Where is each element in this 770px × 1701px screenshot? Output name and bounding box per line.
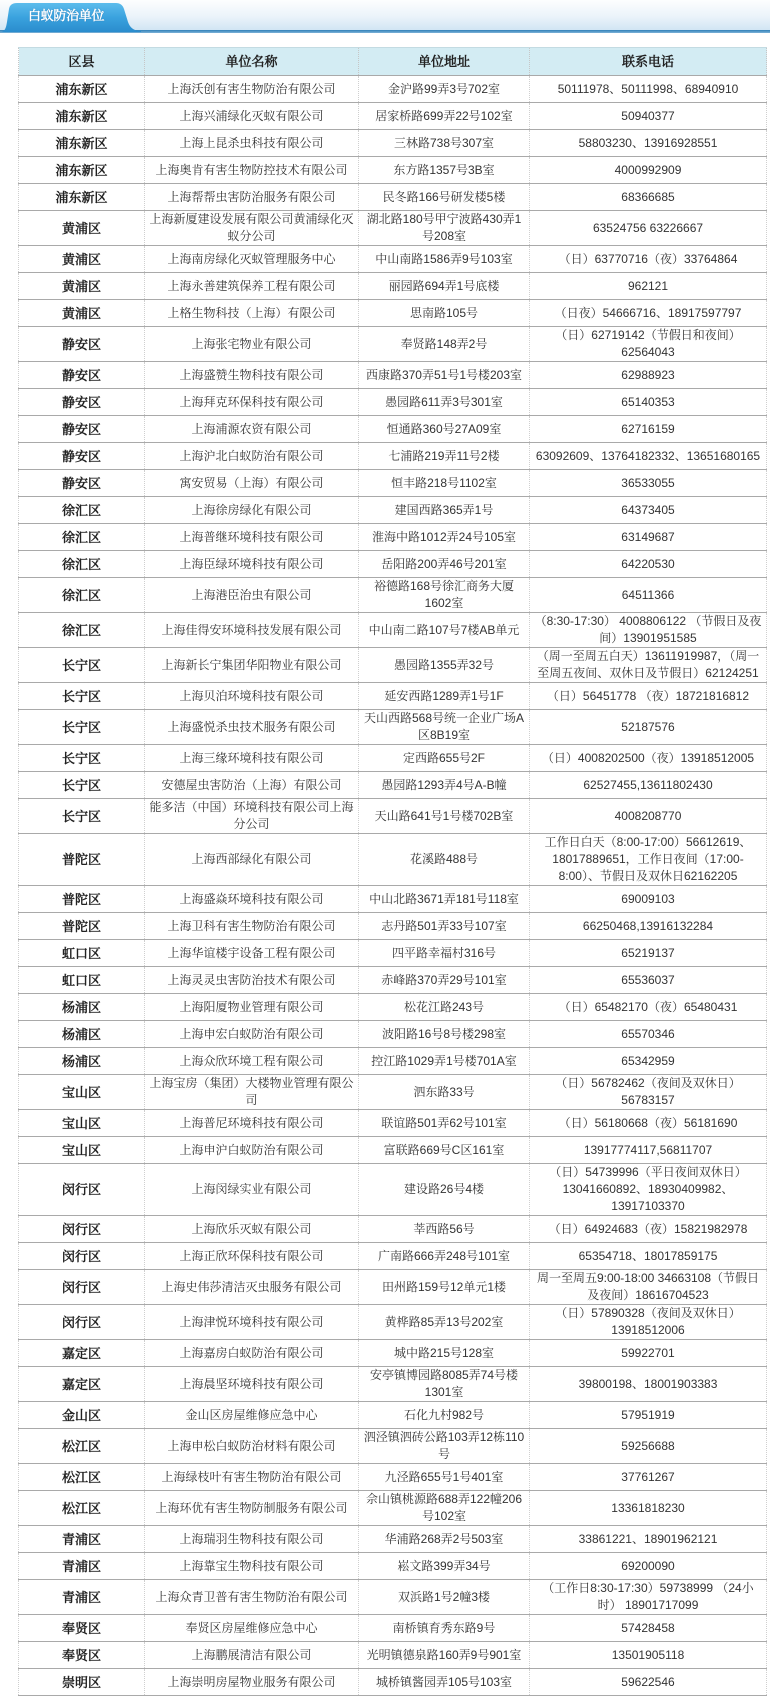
header-unit-name: 单位名称 bbox=[145, 48, 359, 76]
table-row bbox=[19, 578, 767, 613]
cell-unit-name: 奉贤区房屋维修应急中心 bbox=[145, 1615, 359, 1642]
cell-unit-name: 上海沃创有害生物防治有限公司 bbox=[145, 76, 359, 103]
cell-unit-name: 上海津悦环境科技有限公司 bbox=[145, 1305, 359, 1340]
cell-address: 泗东路33号 bbox=[359, 1075, 530, 1110]
cell-district: 徐汇区 bbox=[19, 551, 145, 578]
table-row bbox=[19, 1243, 767, 1270]
cell-district: 长宁区 bbox=[19, 799, 145, 834]
cell-phone: 57951919 bbox=[530, 1402, 767, 1429]
table-row bbox=[19, 967, 767, 994]
cell-address: 岳阳路200弄46号201室 bbox=[359, 551, 530, 578]
header-phone: 联系电话 bbox=[530, 48, 767, 76]
cell-phone: （日）64924683（夜）15821982978 bbox=[530, 1216, 767, 1243]
cell-address: 奉贤路148弄2号 bbox=[359, 327, 530, 362]
cell-district: 奉贤区 bbox=[19, 1642, 145, 1669]
cell-unit-name: 上海申宏白蚁防治有限公司 bbox=[145, 1021, 359, 1048]
table-row bbox=[19, 613, 767, 648]
cell-phone: 周一至周五9:00-18:00 34663108（节假日及夜间）18616704523 bbox=[530, 1270, 767, 1305]
cell-phone: （日）57890328（夜间及双休日）13918512006 bbox=[530, 1305, 767, 1340]
table-row bbox=[19, 1464, 767, 1491]
cell-address: 恒丰路218号1102室 bbox=[359, 470, 530, 497]
table-row bbox=[19, 745, 767, 772]
cell-unit-name: 上海灵灵虫害防治技术有限公司 bbox=[145, 967, 359, 994]
cell-phone: 4000992909 bbox=[530, 157, 767, 184]
cell-phone: 33861221、18901962121 bbox=[530, 1526, 767, 1553]
cell-district: 徐汇区 bbox=[19, 613, 145, 648]
cell-unit-name: 能多洁（中国）环境科技有限公司上海分公司 bbox=[145, 799, 359, 834]
cell-phone: 62988923 bbox=[530, 362, 767, 389]
cell-phone: （8:30-17:30） 4008806122 （节假日及夜间）13901951585 bbox=[530, 613, 767, 648]
table-row bbox=[19, 211, 767, 246]
cell-address: 裕德路168号徐汇商务大厦1602室 bbox=[359, 578, 530, 613]
cell-phone: （工作日8:30-17:30）59738999 （24小时） 18901717099 bbox=[530, 1580, 767, 1615]
table-row bbox=[19, 1340, 767, 1367]
cell-district: 静安区 bbox=[19, 443, 145, 470]
cell-phone: 13361818230 bbox=[530, 1491, 767, 1526]
table-row bbox=[19, 683, 767, 710]
cell-phone: 63524756 63226667 bbox=[530, 211, 767, 246]
cell-address: 华浦路268弄2号503室 bbox=[359, 1526, 530, 1553]
table-row bbox=[19, 130, 767, 157]
table-row bbox=[19, 551, 767, 578]
cell-phone: （日）63770716（夜）33764864 bbox=[530, 246, 767, 273]
cell-address: 光明镇德泉路160弄9号901室 bbox=[359, 1642, 530, 1669]
cell-address: 泗泾镇泗砖公路103弄12栋110号 bbox=[359, 1429, 530, 1464]
cell-district: 杨浦区 bbox=[19, 1048, 145, 1075]
cell-unit-name: 上海众欣环境工程有限公司 bbox=[145, 1048, 359, 1075]
cell-unit-name: 上海普尼环境科技有限公司 bbox=[145, 1110, 359, 1137]
cell-phone: 68366685 bbox=[530, 184, 767, 211]
cell-address: 建设路26号4楼 bbox=[359, 1164, 530, 1216]
cell-district: 青浦区 bbox=[19, 1526, 145, 1553]
cell-district: 普陀区 bbox=[19, 886, 145, 913]
cell-unit-name: 上海帮帮虫害防治服务有限公司 bbox=[145, 184, 359, 211]
cell-unit-name: 上海宝房（集团）大楼物业管理有限公司 bbox=[145, 1075, 359, 1110]
cell-phone: 59622546 bbox=[530, 1669, 767, 1696]
cell-unit-name: 上海佳得安环境科技发展有限公司 bbox=[145, 613, 359, 648]
cell-district: 松江区 bbox=[19, 1464, 145, 1491]
cell-address: 西康路370弄51号1号楼203室 bbox=[359, 362, 530, 389]
header-district: 区县 bbox=[19, 48, 145, 76]
table-row bbox=[19, 1216, 767, 1243]
table-row bbox=[19, 1021, 767, 1048]
table-row bbox=[19, 273, 767, 300]
table-row bbox=[19, 1642, 767, 1669]
cell-district: 浦东新区 bbox=[19, 130, 145, 157]
cell-address: 佘山镇桃源路688弄122幢206号102室 bbox=[359, 1491, 530, 1526]
cell-unit-name: 寓安贸易（上海）有限公司 bbox=[145, 470, 359, 497]
cell-unit-name: 上海嘉房白蚁防治有限公司 bbox=[145, 1340, 359, 1367]
cell-unit-name: 上海绿枝叶有害生物防治有限公司 bbox=[145, 1464, 359, 1491]
cell-unit-name: 上海兴浦绿化灭蚁有限公司 bbox=[145, 103, 359, 130]
cell-phone: 65342959 bbox=[530, 1048, 767, 1075]
cell-district: 奉贤区 bbox=[19, 1615, 145, 1642]
cell-district: 闵行区 bbox=[19, 1270, 145, 1305]
table-row bbox=[19, 994, 767, 1021]
cell-unit-name: 上海欣乐灭蚁有限公司 bbox=[145, 1216, 359, 1243]
cell-unit-name: 上海西部绿化有限公司 bbox=[145, 834, 359, 886]
cell-address: 崧文路399弄34号 bbox=[359, 1553, 530, 1580]
cell-district: 静安区 bbox=[19, 389, 145, 416]
cell-unit-name: 上海新长宁集团华阳物业有限公司 bbox=[145, 648, 359, 683]
cell-phone: （日）56180668（夜）56181690 bbox=[530, 1110, 767, 1137]
cell-district: 普陀区 bbox=[19, 834, 145, 886]
table-row bbox=[19, 416, 767, 443]
cell-phone: 工作日白天（8:00-17:00）56612619、18017889651，工作日夜间（17:00-8:00）、节假日及双休日62162205 bbox=[530, 834, 767, 886]
table-row bbox=[19, 1580, 767, 1615]
cell-district: 闵行区 bbox=[19, 1243, 145, 1270]
table-row bbox=[19, 1075, 767, 1110]
cell-district: 长宁区 bbox=[19, 683, 145, 710]
cell-address: 莘西路56号 bbox=[359, 1216, 530, 1243]
cell-phone: 58803230、13916928551 bbox=[530, 130, 767, 157]
table-row bbox=[19, 913, 767, 940]
cell-unit-name: 上海沪北白蚁防治有限公司 bbox=[145, 443, 359, 470]
cell-unit-name: 上海徐房绿化有限公司 bbox=[145, 497, 359, 524]
cell-phone: 62527455,13611802430 bbox=[530, 772, 767, 799]
cell-address: 南桥镇育秀东路9号 bbox=[359, 1615, 530, 1642]
cell-unit-name: 上海史伟莎清洁灭虫服务有限公司 bbox=[145, 1270, 359, 1305]
table-row bbox=[19, 1526, 767, 1553]
cell-unit-name: 上海南房绿化灭蚁管理服务中心 bbox=[145, 246, 359, 273]
cell-district: 普陀区 bbox=[19, 913, 145, 940]
cell-phone: 52187576 bbox=[530, 710, 767, 745]
cell-unit-name: 上海环优有害生物防制服务有限公司 bbox=[145, 1491, 359, 1526]
table-row bbox=[19, 76, 767, 103]
cell-unit-name: 上海臣绿环境科技有限公司 bbox=[145, 551, 359, 578]
cell-phone: 59922701 bbox=[530, 1340, 767, 1367]
cell-phone: 13917774117,56811707 bbox=[530, 1137, 767, 1164]
cell-address: 控江路1029弄1号楼701A室 bbox=[359, 1048, 530, 1075]
cell-unit-name: 上海贝泊环境科技有限公司 bbox=[145, 683, 359, 710]
cell-phone: 4008208770 bbox=[530, 799, 767, 834]
cell-address: 三林路738号307室 bbox=[359, 130, 530, 157]
cell-unit-name: 上海正欣环保科技有限公司 bbox=[145, 1243, 359, 1270]
cell-phone: 65570346 bbox=[530, 1021, 767, 1048]
cell-unit-name: 上海普继环境科技有限公司 bbox=[145, 524, 359, 551]
table-row bbox=[19, 1137, 767, 1164]
cell-phone: 59256688 bbox=[530, 1429, 767, 1464]
table-header bbox=[19, 48, 767, 76]
cell-phone: 50111978、50111998、68940910 bbox=[530, 76, 767, 103]
cell-phone: （日）56782462（夜间及双休日）56783157 bbox=[530, 1075, 767, 1110]
cell-unit-name: 安德屋虫害防治（上海）有限公司 bbox=[145, 772, 359, 799]
cell-phone: 65140353 bbox=[530, 389, 767, 416]
cell-address: 延安西路1289弄1号1F bbox=[359, 683, 530, 710]
cell-address: 思南路105号 bbox=[359, 300, 530, 327]
cell-address: 安亭镇博园路8085弄74号楼1301室 bbox=[359, 1367, 530, 1402]
cell-address: 湖北路180号甲宁波路430弄1号208室 bbox=[359, 211, 530, 246]
cell-address: 东方路1357号3B室 bbox=[359, 157, 530, 184]
cell-address: 波阳路16号8号楼298室 bbox=[359, 1021, 530, 1048]
cell-district: 长宁区 bbox=[19, 710, 145, 745]
cell-unit-name: 上海卫科有害生物防治有限公司 bbox=[145, 913, 359, 940]
cell-district: 青浦区 bbox=[19, 1580, 145, 1615]
cell-district: 浦东新区 bbox=[19, 76, 145, 103]
cell-address: 中山南二路107号7楼AB单元 bbox=[359, 613, 530, 648]
cell-district: 崇明区 bbox=[19, 1669, 145, 1696]
cell-district: 浦东新区 bbox=[19, 103, 145, 130]
cell-district: 黄浦区 bbox=[19, 273, 145, 300]
cell-unit-name: 上海申沪白蚁防治有限公司 bbox=[145, 1137, 359, 1164]
cell-address: 田州路159号12单元1楼 bbox=[359, 1270, 530, 1305]
cell-phone: 65536037 bbox=[530, 967, 767, 994]
table-row bbox=[19, 1429, 767, 1464]
cell-unit-name: 上海崇明房屋物业服务有限公司 bbox=[145, 1669, 359, 1696]
table-row bbox=[19, 772, 767, 799]
table-row bbox=[19, 1305, 767, 1340]
cell-unit-name: 上海阳厦物业管理有限公司 bbox=[145, 994, 359, 1021]
cell-phone: 69200090 bbox=[530, 1553, 767, 1580]
cell-address: 愚园路611弄3号301室 bbox=[359, 389, 530, 416]
cell-phone: （日）56451778 （夜）18721816812 bbox=[530, 683, 767, 710]
cell-address: 天山西路568号统一企业广场A区8B19室 bbox=[359, 710, 530, 745]
cell-district: 宝山区 bbox=[19, 1110, 145, 1137]
cell-phone: 63092609、13764182332、13651680165 bbox=[530, 443, 767, 470]
cell-address: 黄桦路85弄13号202室 bbox=[359, 1305, 530, 1340]
table-row bbox=[19, 103, 767, 130]
table-row bbox=[19, 1402, 767, 1429]
cell-address: 富联路669号C区161室 bbox=[359, 1137, 530, 1164]
cell-phone: 65354718、18017859175 bbox=[530, 1243, 767, 1270]
table-row bbox=[19, 834, 767, 886]
cell-unit-name: 上海浦源农资有限公司 bbox=[145, 416, 359, 443]
cell-district: 金山区 bbox=[19, 1402, 145, 1429]
cell-address: 双浜路1号2幢3楼 bbox=[359, 1580, 530, 1615]
table-row bbox=[19, 470, 767, 497]
cell-address: 丽园路694弄1号底楼 bbox=[359, 273, 530, 300]
cell-district: 徐汇区 bbox=[19, 497, 145, 524]
cell-unit-name: 上海盛赞生物科技有限公司 bbox=[145, 362, 359, 389]
section-banner bbox=[0, 0, 770, 34]
cell-district: 虹口区 bbox=[19, 967, 145, 994]
cell-district: 静安区 bbox=[19, 327, 145, 362]
cell-address: 淮海中路1012弄24号105室 bbox=[359, 524, 530, 551]
table-row bbox=[19, 1669, 767, 1696]
cell-unit-name: 上海瑞羽生物科技有限公司 bbox=[145, 1526, 359, 1553]
cell-phone: 65219137 bbox=[530, 940, 767, 967]
cell-address: 中山南路1586弄9号103室 bbox=[359, 246, 530, 273]
cell-address: 愚园路1355弄32号 bbox=[359, 648, 530, 683]
cell-district: 闵行区 bbox=[19, 1164, 145, 1216]
termite-units-table bbox=[18, 47, 767, 1696]
cell-address: 居家桥路699弄22号102室 bbox=[359, 103, 530, 130]
cell-address: 联谊路501弄62号101室 bbox=[359, 1110, 530, 1137]
cell-address: 建国西路365弄1号 bbox=[359, 497, 530, 524]
table-row bbox=[19, 157, 767, 184]
table-row bbox=[19, 648, 767, 683]
cell-address: 城中路215号128室 bbox=[359, 1340, 530, 1367]
cell-address: 定西路655号2F bbox=[359, 745, 530, 772]
cell-phone: 37761267 bbox=[530, 1464, 767, 1491]
cell-phone: 64220530 bbox=[530, 551, 767, 578]
cell-phone: （日）62719142（节假日和夜间）62564043 bbox=[530, 327, 767, 362]
cell-address: 民冬路166号研发楼5楼 bbox=[359, 184, 530, 211]
cell-phone: 50940377 bbox=[530, 103, 767, 130]
table-row bbox=[19, 443, 767, 470]
cell-unit-name: 上海拜克环保科技有限公司 bbox=[145, 389, 359, 416]
cell-district: 松江区 bbox=[19, 1491, 145, 1526]
cell-unit-name: 上海盛焱环境科技有限公司 bbox=[145, 886, 359, 913]
cell-address: 四平路幸福村316号 bbox=[359, 940, 530, 967]
table-row bbox=[19, 184, 767, 211]
cell-address: 天山路641号1号楼702B室 bbox=[359, 799, 530, 834]
cell-address: 赤峰路370弄29号101室 bbox=[359, 967, 530, 994]
cell-district: 虹口区 bbox=[19, 940, 145, 967]
table-row bbox=[19, 1270, 767, 1305]
cell-unit-name: 上海上昆杀虫科技有限公司 bbox=[145, 130, 359, 157]
cell-phone: 62716159 bbox=[530, 416, 767, 443]
cell-address: 松花江路243号 bbox=[359, 994, 530, 1021]
cell-phone: （周一至周五白天）13611919987，（周一至周五夜间、双休日及节假日）62124251 bbox=[530, 648, 767, 683]
table-row bbox=[19, 1491, 767, 1526]
cell-address: 愚园路1293弄4号A-B幢 bbox=[359, 772, 530, 799]
cell-district: 静安区 bbox=[19, 470, 145, 497]
cell-unit-name: 上海鹏展清洁有限公司 bbox=[145, 1642, 359, 1669]
header-row bbox=[19, 48, 767, 76]
cell-district: 杨浦区 bbox=[19, 1021, 145, 1048]
table-row bbox=[19, 1367, 767, 1402]
cell-address: 九泾路655号1号401室 bbox=[359, 1464, 530, 1491]
cell-unit-name: 上海闵绿实业有限公司 bbox=[145, 1164, 359, 1216]
cell-district: 闵行区 bbox=[19, 1305, 145, 1340]
cell-district: 闵行区 bbox=[19, 1216, 145, 1243]
cell-address: 花溪路488号 bbox=[359, 834, 530, 886]
cell-phone: 13501905118 bbox=[530, 1642, 767, 1669]
cell-unit-name: 上海奥肯有害生物防控技术有限公司 bbox=[145, 157, 359, 184]
cell-phone: 63149687 bbox=[530, 524, 767, 551]
table-row bbox=[19, 1110, 767, 1137]
cell-district: 黄浦区 bbox=[19, 211, 145, 246]
cell-phone: 66250468,13916132284 bbox=[530, 913, 767, 940]
cell-address: 志丹路501弄33号107室 bbox=[359, 913, 530, 940]
cell-phone: 36533055 bbox=[530, 470, 767, 497]
table-row bbox=[19, 300, 767, 327]
table-row bbox=[19, 710, 767, 745]
cell-district: 黄浦区 bbox=[19, 300, 145, 327]
cell-unit-name: 上海三缘环境科技有限公司 bbox=[145, 745, 359, 772]
cell-district: 浦东新区 bbox=[19, 157, 145, 184]
cell-address: 广南路666弄248号101室 bbox=[359, 1243, 530, 1270]
cell-district: 黄浦区 bbox=[19, 246, 145, 273]
cell-unit-name: 上海申松白蚁防治材料有限公司 bbox=[145, 1429, 359, 1464]
cell-phone: 64511366 bbox=[530, 578, 767, 613]
table-row bbox=[19, 389, 767, 416]
cell-phone: （日夜）54666716、18917597797 bbox=[530, 300, 767, 327]
table-row bbox=[19, 497, 767, 524]
cell-district: 松江区 bbox=[19, 1429, 145, 1464]
cell-address: 中山北路3671弄181号118室 bbox=[359, 886, 530, 913]
cell-phone: 39800198、18001903383 bbox=[530, 1367, 767, 1402]
cell-district: 青浦区 bbox=[19, 1553, 145, 1580]
cell-address: 城桥镇酱园弄105号103室 bbox=[359, 1669, 530, 1696]
cell-address: 七浦路219弄11号2楼 bbox=[359, 443, 530, 470]
cell-district: 嘉定区 bbox=[19, 1367, 145, 1402]
cell-district: 徐汇区 bbox=[19, 578, 145, 613]
table-row bbox=[19, 524, 767, 551]
banner-background bbox=[0, 0, 770, 34]
table-row bbox=[19, 327, 767, 362]
cell-phone: 64373405 bbox=[530, 497, 767, 524]
table-body bbox=[19, 76, 767, 1696]
cell-district: 静安区 bbox=[19, 362, 145, 389]
table-row bbox=[19, 1553, 767, 1580]
header-address: 单位地址 bbox=[359, 48, 530, 76]
table-row bbox=[19, 886, 767, 913]
table-row bbox=[19, 1615, 767, 1642]
cell-phone: （日）65482170（夜）65480431 bbox=[530, 994, 767, 1021]
tab-termite-control-units[interactable]: 白蚁防治单位 bbox=[28, 8, 105, 23]
table-row bbox=[19, 1048, 767, 1075]
cell-unit-name: 上海靠宝生物科技有限公司 bbox=[145, 1553, 359, 1580]
cell-district: 杨浦区 bbox=[19, 994, 145, 1021]
cell-unit-name: 上海新厦建设发展有限公司黄浦绿化灭蚁分公司 bbox=[145, 211, 359, 246]
cell-district: 嘉定区 bbox=[19, 1340, 145, 1367]
cell-district: 浦东新区 bbox=[19, 184, 145, 211]
cell-phone: （日）54739996（平日夜间双休日）13041660892、18930409982、13917103370 bbox=[530, 1164, 767, 1216]
cell-district: 长宁区 bbox=[19, 648, 145, 683]
table-row bbox=[19, 799, 767, 834]
cell-district: 徐汇区 bbox=[19, 524, 145, 551]
table-row bbox=[19, 362, 767, 389]
cell-district: 宝山区 bbox=[19, 1137, 145, 1164]
cell-address: 石化九村982号 bbox=[359, 1402, 530, 1429]
cell-address: 恒通路360号27A09室 bbox=[359, 416, 530, 443]
cell-phone: 962121 bbox=[530, 273, 767, 300]
cell-unit-name: 金山区房屋维修应急中心 bbox=[145, 1402, 359, 1429]
cell-phone: 57428458 bbox=[530, 1615, 767, 1642]
cell-unit-name: 上海盛悦杀虫技术服务有限公司 bbox=[145, 710, 359, 745]
cell-unit-name: 上海张宅物业有限公司 bbox=[145, 327, 359, 362]
cell-unit-name: 上海晨坚环境科技有限公司 bbox=[145, 1367, 359, 1402]
table-row bbox=[19, 940, 767, 967]
cell-unit-name: 上海众青卫普有害生物防治有限公司 bbox=[145, 1580, 359, 1615]
cell-district: 静安区 bbox=[19, 416, 145, 443]
cell-phone: 69009103 bbox=[530, 886, 767, 913]
cell-unit-name: 上海永善建筑保养工程有限公司 bbox=[145, 273, 359, 300]
table-row bbox=[19, 1164, 767, 1216]
cell-phone: （日）4008202500（夜）13918512005 bbox=[530, 745, 767, 772]
cell-unit-name: 上格生物科技（上海）有限公司 bbox=[145, 300, 359, 327]
cell-district: 宝山区 bbox=[19, 1075, 145, 1110]
cell-unit-name: 上海港臣治虫有限公司 bbox=[145, 578, 359, 613]
cell-unit-name: 上海华谊楼宇设备工程有限公司 bbox=[145, 940, 359, 967]
cell-address: 金沪路99弄3号702室 bbox=[359, 76, 530, 103]
cell-district: 长宁区 bbox=[19, 745, 145, 772]
cell-district: 长宁区 bbox=[19, 772, 145, 799]
table-row bbox=[19, 246, 767, 273]
